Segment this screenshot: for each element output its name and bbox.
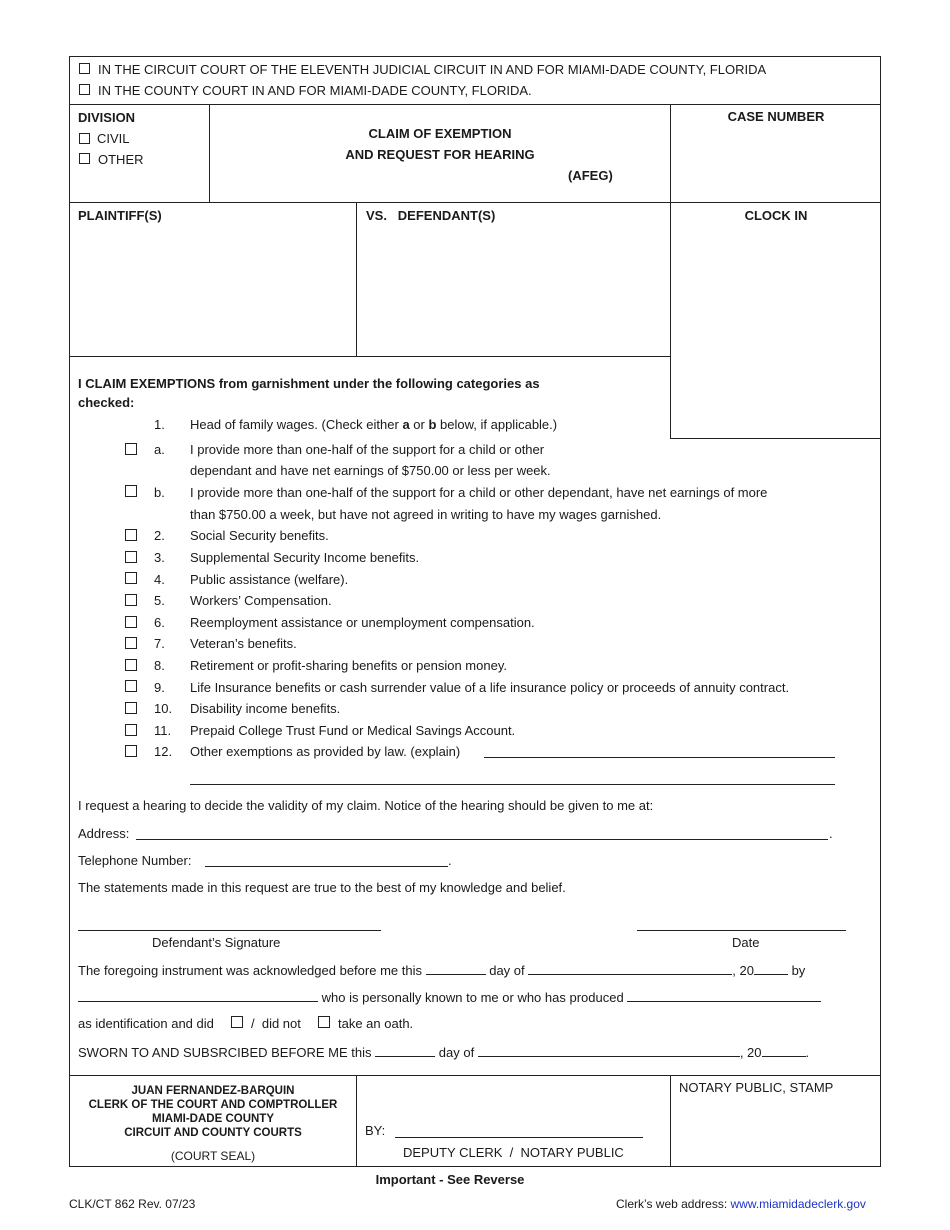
defendant-signature-label: Defendant’s Signature	[152, 935, 281, 950]
item-9-checkbox[interactable]	[125, 680, 137, 692]
web-address: Clerk’s web address: www.miamidadeclerk.gov	[616, 1197, 866, 1211]
item-b-checkbox[interactable]	[125, 485, 137, 497]
item-1-text: Head of family wages. (Check either a or b below, if applicable.)	[190, 417, 558, 432]
claim-intro-line1: I CLAIM EXEMPTIONS from garnishment under the following categories as	[78, 376, 540, 391]
item-number: 11.	[154, 723, 172, 738]
item-number: 1.	[154, 417, 165, 432]
item-a-text-line1: I provide more than one-half of the support for a child or other	[190, 442, 545, 457]
ack-year-field[interactable]	[754, 962, 788, 975]
clerk-name: JUAN FERNANDEZ-BARQUIN	[131, 1085, 295, 1097]
item-a-text-line2: dependant and have net earnings of $750.00 or less per week.	[190, 463, 551, 478]
item-number: 10.	[154, 701, 173, 716]
defendant-label: VS. DEFENDANT(S)	[366, 208, 496, 223]
item-text: Public assistance (welfare).	[190, 572, 349, 587]
clerk-website-link[interactable]: www.miamidadeclerk.gov	[730, 1197, 866, 1211]
item-number: 6.	[154, 615, 165, 630]
date-field[interactable]	[637, 930, 846, 931]
sworn-day-field[interactable]	[375, 1044, 435, 1057]
did-not-label: / did not	[251, 1016, 301, 1031]
item-number: 4.	[154, 572, 165, 587]
date-label: Date	[732, 935, 760, 950]
item-number: 12.	[154, 744, 173, 759]
acknowledgment-line2: who is personally known to me or who has produced	[78, 989, 821, 1005]
other-exemptions-explain-field-2[interactable]	[190, 784, 835, 785]
item-8-checkbox[interactable]	[125, 659, 137, 671]
civil-label: CIVIL	[97, 131, 130, 146]
sworn-line: SWORN TO AND SUBSRCIBED BEFORE ME this day of , 20 .	[78, 1045, 810, 1060]
item-letter: b.	[154, 485, 165, 500]
ack-month-field[interactable]	[528, 962, 732, 975]
ack-person-field[interactable]	[78, 989, 318, 1002]
item-number: 3.	[154, 550, 165, 565]
claim-intro-line2: checked:	[78, 395, 135, 410]
other-exemptions-explain-field[interactable]	[484, 757, 835, 758]
item-12-checkbox[interactable]	[125, 745, 137, 757]
item-number: 5.	[154, 593, 165, 608]
item-a-checkbox[interactable]	[125, 443, 137, 455]
form-id: CLK/CT 862 Rev. 07/23	[69, 1197, 196, 1211]
clock-in-label: CLOCK IN	[744, 208, 808, 223]
did-not-take-oath-checkbox[interactable]	[318, 1016, 330, 1028]
acknowledgment-line1: The foregoing instrument was acknowledged before me this day of , 20 by	[78, 963, 806, 978]
deputy-signature-field[interactable]	[395, 1137, 643, 1138]
item-text: Supplemental Security Income benefits.	[190, 550, 420, 565]
item-number: 2.	[154, 528, 165, 543]
telephone-field[interactable]	[205, 866, 448, 867]
circuit-court-checkbox[interactable]	[79, 63, 90, 74]
acknowledgment-line3: as identification and did	[78, 1016, 214, 1031]
item-text: Prepaid College Trust Fund or Medical Savings Account.	[190, 723, 516, 738]
item-4-checkbox[interactable]	[125, 572, 137, 584]
notary-stamp-label: NOTARY PUBLIC, STAMP	[679, 1080, 834, 1095]
by-label: BY:	[365, 1123, 386, 1138]
hearing-request-text: I request a hearing to decide the validity of my claim. Notice of the hearing should be given to me at:	[78, 798, 654, 813]
form-title-line1: CLAIM OF EXEMPTION	[368, 126, 512, 141]
item-7-checkbox[interactable]	[125, 637, 137, 649]
civil-checkbox[interactable]	[79, 133, 90, 144]
deputy-clerk-label: DEPUTY CLERK / NOTARY PUBLIC	[403, 1145, 624, 1160]
plaintiff-label: PLAINTIFF(S)	[78, 208, 162, 223]
take-oath-label: take an oath.	[338, 1016, 414, 1031]
clerk-title: CLERK OF THE COURT AND COMPTROLLER	[88, 1099, 338, 1111]
item-3-checkbox[interactable]	[125, 551, 137, 563]
truth-statement: The statements made in this request are true to the best of my knowledge and belief.	[78, 880, 566, 895]
item-text: Workers’ Compensation.	[190, 593, 332, 608]
did-take-oath-checkbox[interactable]	[231, 1016, 243, 1028]
item-b-text-line1: I provide more than one-half of the support for a child or other dependant, have net earnings of more	[190, 485, 768, 500]
defendant-signature-field[interactable]	[78, 930, 381, 931]
item-text: Disability income benefits.	[190, 701, 341, 716]
case-number-label: CASE NUMBER	[727, 109, 825, 124]
address-field[interactable]	[136, 839, 828, 840]
court-seal-label: (COURT SEAL)	[170, 1149, 256, 1163]
item-5-checkbox[interactable]	[125, 594, 137, 606]
item-2-checkbox[interactable]	[125, 529, 137, 541]
address-label: Address:	[78, 826, 130, 841]
county-court-checkbox[interactable]	[79, 84, 90, 95]
clerk-courts: CIRCUIT AND COUNTY COURTS	[124, 1127, 302, 1139]
other-label: OTHER	[98, 152, 144, 167]
item-number: 9.	[154, 680, 165, 695]
item-b-text-line2: than $750.00 a week, but have not agreed in writing to have my wages garnished.	[190, 507, 662, 522]
item-6-checkbox[interactable]	[125, 616, 137, 628]
item-text: Reemployment assistance or unemployment compensation.	[190, 615, 535, 630]
item-10-checkbox[interactable]	[125, 702, 137, 714]
form-title-line2: AND REQUEST FOR HEARING	[345, 147, 535, 162]
circuit-court-label: IN THE CIRCUIT COURT OF THE ELEVENTH JUDICIAL CIRCUIT IN AND FOR MIAMI-DADE COUNTY, FLORIDA	[98, 62, 767, 77]
ack-day-field[interactable]	[426, 962, 486, 975]
item-text: Other exemptions as provided by law. (explain)	[190, 744, 461, 759]
form-code: (AFEG)	[568, 168, 613, 183]
item-text: Retirement or profit-sharing benefits or pension money.	[190, 658, 507, 673]
item-text: Life Insurance benefits or cash surrender value of a life insurance policy or proceeds of annuity contract.	[190, 680, 790, 695]
item-text: Veteran’s benefits.	[190, 636, 297, 651]
item-text: Social Security benefits.	[190, 528, 329, 543]
item-letter: a.	[154, 442, 165, 457]
ack-identification-field[interactable]	[627, 989, 821, 1002]
clerk-county: MIAMI-DADE COUNTY	[151, 1113, 275, 1125]
sworn-year-field[interactable]	[762, 1044, 806, 1057]
division-label: DIVISION	[78, 110, 136, 125]
item-number: 7.	[154, 636, 165, 651]
telephone-label: Telephone Number:	[78, 853, 192, 868]
county-court-label: IN THE COUNTY COURT IN AND FOR MIAMI-DADE COUNTY, FLORIDA.	[98, 83, 532, 98]
other-checkbox[interactable]	[79, 153, 90, 164]
item-11-checkbox[interactable]	[125, 724, 137, 736]
important-notice: Important - See Reverse	[375, 1172, 525, 1187]
item-number: 8.	[154, 658, 165, 673]
sworn-month-field[interactable]	[478, 1044, 740, 1057]
